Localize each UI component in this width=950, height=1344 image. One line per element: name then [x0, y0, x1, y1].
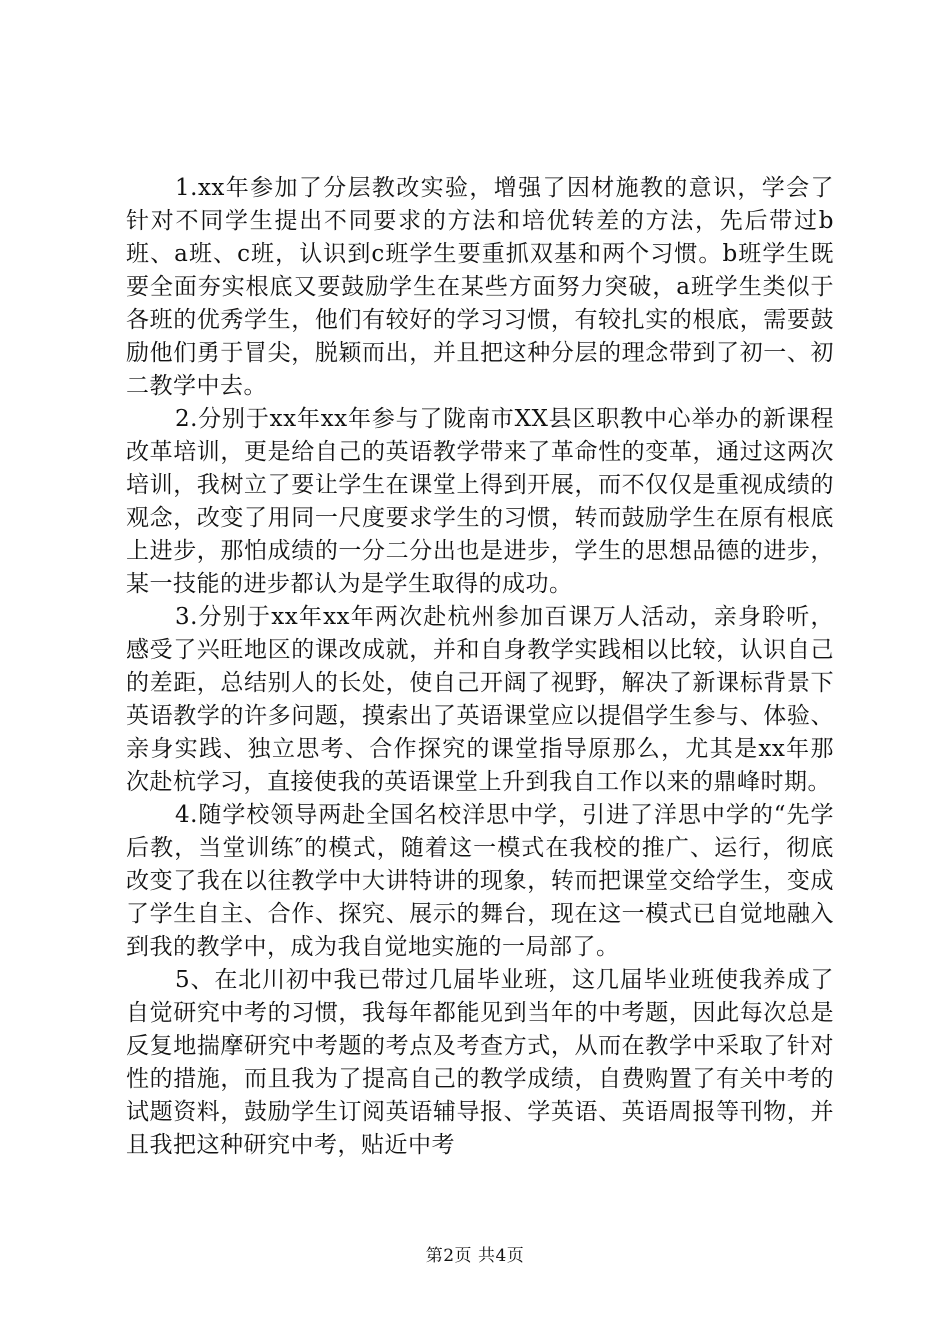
- paragraph-5: 5、在北川初中我已带过几届毕业班，这几届毕业班使我养成了自觉研究中考的习惯，我每年都能见到当年的中考题，因此每次总是反复地揣摩研究中考题的考点及考查方式，从而在教学中采取了针对性的措施，而且我为了提高自己的教学成绩，自费购置了有关中考的试题资料，鼓励学生订阅英语辅导报、学英语、英语周报等刊物，并且我把这种研究中考，贴近中考: [126, 967, 834, 1158]
- document-body: [126, 172, 834, 1162]
- paragraph-3: 3.分别于xx年xx年两次赴杭州参加百课万人活动，亲身聆听，感受了兴旺地区的课改成就，并和自身教学实践相以比较，认识自己的差距，总结别人的长处，使自己开阔了视野，解决了新课标背景下英语教学的许多问题，摸索出了英语课堂应以提倡学生参与、体验、亲身实践、独立思考、合作探究的课堂指导原那么，尤其是xx年那次赴杭学习，直接使我的英语课堂上升到我自工作以来的鼎峰时期。: [126, 604, 834, 795]
- page-number-footer: 第2页 共4页: [425, 1246, 525, 1266]
- paragraph-4: 4.随学校领导两赴全国名校洋思中学，引进了洋思中学的“先学后教，当堂训练″的模式，随着这一模式在我校的推广、运行，彻底改变了我在以往教学中大讲特讲的现象，转而把课堂交给学生，变成了学生自主、合作、探究、展示的舞台，现在这一模式已自觉地融入到我的教学中，成为我自觉地实施的一局部了。: [126, 802, 834, 960]
- paragraph-1: 1.xx年参加了分层教改实验，增强了因材施教的意识，学会了针对不同学生提出不同要求的方法和培优转差的方法，先后带过b班、a班、c班，认识到c班学生要重抓双基和两个习惯。b班学生既要全面夯实根底又要鼓励学生在某些方面努力突破，a班学生类似于各班的优秀学生，他们有较好的学习习惯，有较扎实的根底，需要鼓励他们勇于冒尖，脱颖而出，并且把这种分层的理念带到了初一、初二教学中去。: [126, 175, 834, 399]
- paragraph-2: 2.分别于xx年xx年参与了陇南市XX县区职教中心举办的新课程改革培训，更是给自己的英语教学带来了革命性的变革，通过这两次培训，我树立了要让学生在课堂上得到开展，而不仅仅是重视成绩的观念，改变了用同一尺度要求学生的习惯，转而鼓励学生在原有根底上进步，那怕成绩的一分二分出也是进步，学生的思想品德的进步，某一技能的进步都认为是学生取得的成功。: [126, 406, 834, 597]
